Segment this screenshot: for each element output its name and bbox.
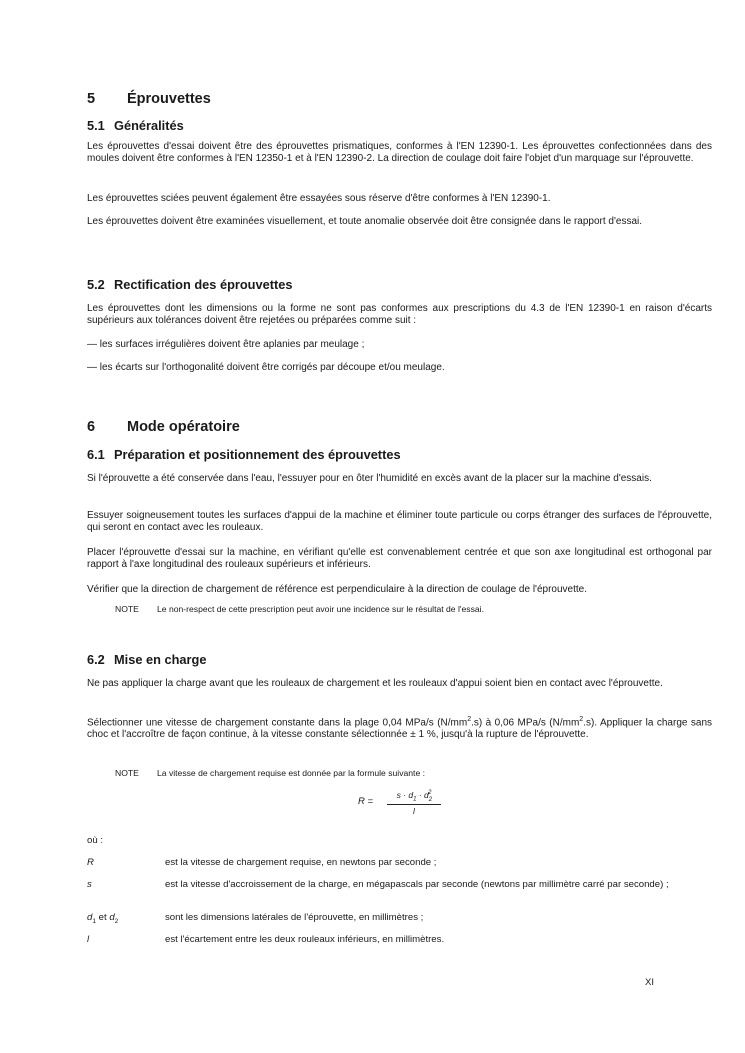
subscript: 1 [92,917,96,925]
definition-symbol: l [87,934,90,945]
where-label: où : [87,835,104,846]
paragraph: Ne pas appliquer la charge avant que les rouleaux de chargement et les rouleaux d'appui soient bien en contact avec l'éprouvette. [87,678,663,689]
page-number: XI [645,977,654,988]
note-label: NOTE [115,604,139,614]
section-5-1-heading [87,118,712,133]
note-label: NOTE [115,768,139,778]
formula-lhs: R = [358,796,374,807]
paragraph: Si l'éprouvette a été conservée dans l'eau, l'essuyer pour en ôter l'humidité en excès avant de la placer sur la machine d'essais. [87,473,652,484]
superscript: 2 [428,790,432,797]
note [87,768,712,779]
section-title: Mode opératoire [127,419,240,435]
section-title: Mise en charge [114,652,207,667]
paragraph [87,714,712,741]
section-number: 6 [87,419,96,435]
formula-numerator [387,790,441,803]
section-number: 6.1 [87,447,105,462]
superscript: 2 [579,716,584,723]
note-text: La vitesse de chargement requise est donnée par la formule suivante : [157,768,425,778]
section-6-heading [87,419,712,435]
definition-text: est l'écartement entre les deux rouleaux inférieurs, en millimètres. [165,934,445,945]
section-number: 5 [87,91,96,107]
subscript: 2 [114,917,119,925]
definition-symbol: s [87,879,92,890]
section-6-1-heading [87,447,712,462]
section-title: Préparation et positionnement des éprouvettes [114,447,401,462]
note-text: Le non-respect de cette prescription peut avoir une incidence sur le résultat de l'essai. [157,604,484,614]
list-item: — les écarts sur l'orthogonalité doivent être corrigés par découpe et/ou meulage. [87,362,445,373]
definition-text: sont les dimensions latérales de l'éprouvette, en millimètres ; [165,912,424,923]
superscript: 2 [467,716,472,723]
definition-text: est la vitesse de chargement requise, en newtons par seconde ; [165,857,437,868]
note [87,604,712,615]
symbol-part: et [95,912,110,923]
paragraph: Essuyer soigneusement toutes les surfaces d'appui de la machine et éliminer toute particule ou corps étranger des surfaces de l'éprouvette, qui seront en contact avec les rouleaux. [87,510,712,533]
section-6-2-heading [87,652,712,667]
paragraph: Les éprouvettes doivent être examinées visuellement, et toute anomalie observée doit être consignée dans le rapport d'essai. [87,216,643,227]
subscript-text: 2 [428,796,433,803]
section-number: 6.2 [87,652,105,667]
definition-symbol [87,912,118,927]
paragraph: Placer l'éprouvette d'essai sur la machine, en vérifiant qu'elle est convenablement centrée et que son axe longitudinal est orthogonal par rapport à l'axe longitudinal des rouleaux supérieurs et inférieurs. [87,547,712,570]
section-title: Éprouvettes [127,91,211,107]
section-5-heading [87,91,712,107]
fraction-bar [387,804,441,805]
section-number: 5.2 [87,277,105,292]
formula-fraction [387,790,441,816]
numerator-text: s · d [396,790,414,800]
section-5-2-heading [87,277,712,292]
paragraph: Les éprouvettes sciées peuvent également être essayées sous réserve d'être conformes à l'EN 12390-1. [87,193,551,204]
symbol-part: d [109,912,115,923]
definition-symbol: R [87,857,94,868]
paragraph: Vérifier que la direction de chargement de référence est perpendiculaire à la direction de coulage de l'éprouvette. [87,584,587,595]
definition-text: est la vitesse d'accroissement de la charge, en mégapascals par seconde (newtons par millimètre carré par seconde) ; [165,879,669,890]
section-title: Rectification des éprouvettes [114,277,293,292]
list-item: — les surfaces irrégulières doivent être aplanies par meulage ; [87,339,365,350]
text-run: Sélectionner une vitesse de chargement constante dans la plage 0,04 MPa/s (N/mm [87,717,468,729]
symbol-part: d [87,912,93,923]
subscript [429,797,432,803]
subscript: 1 [413,796,417,803]
text-run: .s). Appliquer la charge sans choc et l'accroître de façon continue, à la vitesse constante sélectionnée ± 1 %, jusqu'à la rupture de l'éprouvette. [87,717,713,740]
formula-denominator: l [413,805,415,816]
paragraph: Les éprouvettes dont les dimensions ou la forme ne sont pas conformes aux prescriptions du 4.3 de l'EN 12390-1 en raison d'écarts supérieurs aux tolérances doivent être rejetées ou préparées comme suit : [87,303,712,326]
paragraph: Les éprouvettes d'essai doivent être des éprouvettes prismatiques, conformes à l'EN 12390-1. Les éprouvettes confectionnées dans des moules doivent être conformes à l'EN 12350-1 et à l'EN 12390-2. La direction de coulage doit faire l'objet d'un marquage sur l'éprouvette. [87,141,712,164]
numerator-text: · d [416,790,429,800]
text-run: .s) à 0,06 MPa/s (N/mm [471,717,580,729]
section-number: 5.1 [87,118,105,133]
section-title: Généralités [114,118,184,133]
